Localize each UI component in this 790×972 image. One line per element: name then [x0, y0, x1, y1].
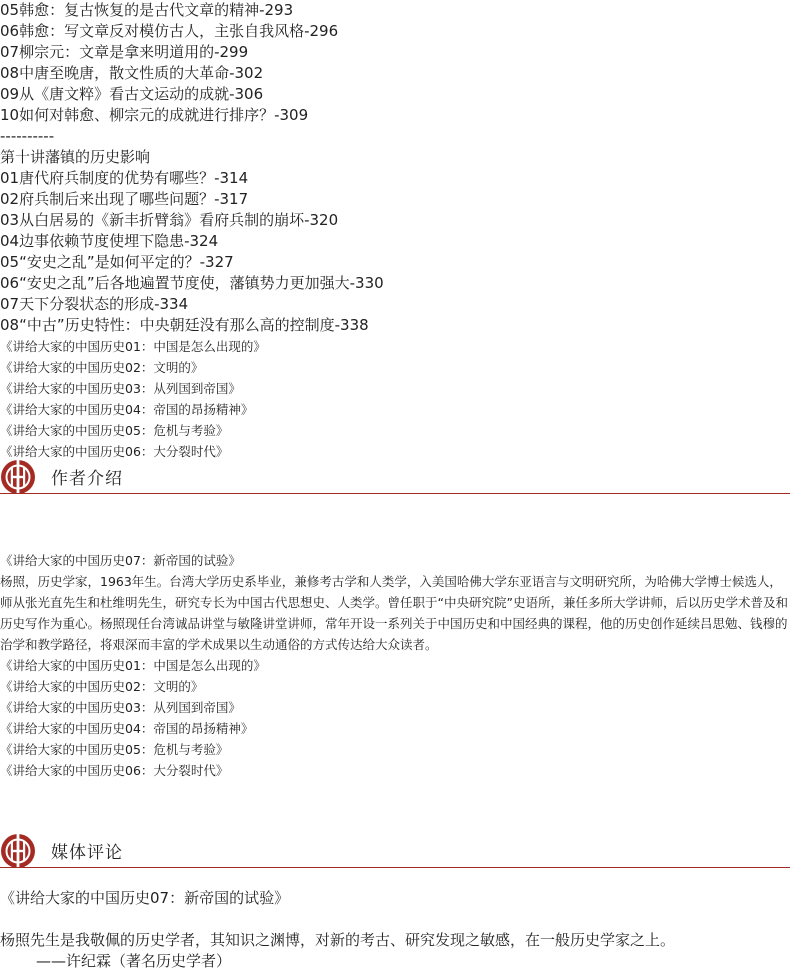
- citic-logo-icon: [0, 833, 36, 869]
- section-divider: [0, 493, 790, 494]
- toc-line[interactable]: 05“安史之乱”是如何平定的？-327: [0, 253, 234, 271]
- section-title: 媒体评论: [51, 843, 123, 863]
- toc-line[interactable]: 10如何对韩愈、柳宗元的成就进行排序？-309: [0, 106, 309, 124]
- author-related-books: [0, 655, 790, 781]
- toc-line[interactable]: 06韩愈：写文章反对模仿古人，主张自我风格-296: [0, 22, 339, 40]
- related-book-link[interactable]: 《讲给大家的中国历史05：危机与考验》: [0, 742, 229, 757]
- citic-logo-icon: [0, 459, 36, 495]
- toc-line[interactable]: 04边事依赖节度使埋下隐患-324: [0, 232, 219, 250]
- toc-line[interactable]: 07天下分裂状态的形成-334: [0, 295, 189, 313]
- related-book-link[interactable]: 《讲给大家的中国历史01：中国是怎么出现的》: [0, 658, 266, 673]
- toc-line[interactable]: 05韩愈：复古恢复的是古代文章的精神-293: [0, 1, 294, 19]
- toc-line[interactable]: 08中唐至晚唐，散文性质的大革命-302: [0, 64, 264, 82]
- related-book-link[interactable]: 《讲给大家的中国历史04：帝国的昂扬精神》: [0, 721, 254, 736]
- related-book-link[interactable]: 《讲给大家的中国历史02：文明的》: [0, 679, 204, 694]
- related-book-link[interactable]: 《讲给大家的中国历史01：中国是怎么出现的》: [0, 339, 266, 354]
- toc-line[interactable]: 06“安史之乱”后各地遍置节度使，藩镇势力更加强大-330: [0, 274, 384, 292]
- toc-lecture10-lines: [0, 168, 384, 336]
- review-quote: 杨照先生是我敬佩的历史学者，其知识之渊博，对新的考古、研究发现之敏感，在一般历史学家之上。: [0, 931, 676, 949]
- author-section-body: [0, 550, 790, 781]
- review-section-body: [0, 888, 790, 972]
- related-book-link[interactable]: 《讲给大家的中国历史06：大分裂时代》: [0, 444, 229, 459]
- toc-lecture-title[interactable]: 第十讲藩镇的历史影响: [0, 148, 151, 166]
- author-section-header: [0, 459, 790, 495]
- related-book-link[interactable]: 《讲给大家的中国历史03：从列国到帝国》: [0, 381, 241, 396]
- toc-line[interactable]: 07柳宗元：文章是拿来明道用的-299: [0, 43, 249, 61]
- toc-line[interactable]: 02府兵制后来出现了哪些问题？-317: [0, 190, 249, 208]
- book-title: 《讲给大家的中国历史07：新帝国的试验》: [0, 553, 241, 568]
- toc-lecture9-lines: [0, 0, 384, 126]
- toc-separator: ----------: [0, 127, 55, 145]
- toc-line[interactable]: 01唐代府兵制度的优势有哪些？-314: [0, 169, 249, 187]
- section-title: 作者介绍: [51, 469, 123, 489]
- toc-line[interactable]: 08“中古”历史特性：中央朝廷没有那么高的控制度-338: [0, 316, 369, 334]
- related-book-link[interactable]: 《讲给大家的中国历史03：从列国到帝国》: [0, 700, 241, 715]
- table-of-contents: [0, 0, 384, 462]
- toc-line[interactable]: 03从白居易的《新丰折臂翁》看府兵制的崩坏-320: [0, 211, 339, 229]
- review-attribution: ——许纪霖（著名历史学者）: [36, 952, 232, 970]
- related-book-link[interactable]: 《讲给大家的中国历史06：大分裂时代》: [0, 763, 229, 778]
- related-book-link[interactable]: 《讲给大家的中国历史05：危机与考验》: [0, 423, 229, 438]
- section-divider: [0, 867, 790, 868]
- review-book-title: 《讲给大家的中国历史07：新帝国的试验》: [0, 889, 290, 907]
- related-book-link[interactable]: 《讲给大家的中国历史02：文明的》: [0, 360, 204, 375]
- toc-related-books: [0, 336, 384, 462]
- review-section-header: [0, 833, 790, 869]
- toc-line[interactable]: 09从《唐文粹》看古文运动的成就-306: [0, 85, 264, 103]
- related-book-link[interactable]: 《讲给大家的中国历史04：帝国的昂扬精神》: [0, 402, 254, 417]
- author-bio: 杨照，历史学家，1963年生。台湾大学历史系毕业，兼修考古学和人类学，入美国哈佛大学东亚语言与文明研究所，为哈佛大学博士候选人，师从张光直先生和杜维明先生，研究专长为中国古代思想史、人类学。曾任职于“中央研究院”史语所，兼任多所大学讲师，后以历史学术普及和历史写作为重心。杨照现任台湾诚品讲堂与敏隆讲堂讲师，常年开设一系列关于中国历史和中国经典的课程，他的历史创作延续吕思勉、钱穆的治学和教学路径，将艰深而丰富的学术成果以生动通俗的方式传达给大众读者。: [0, 574, 788, 652]
